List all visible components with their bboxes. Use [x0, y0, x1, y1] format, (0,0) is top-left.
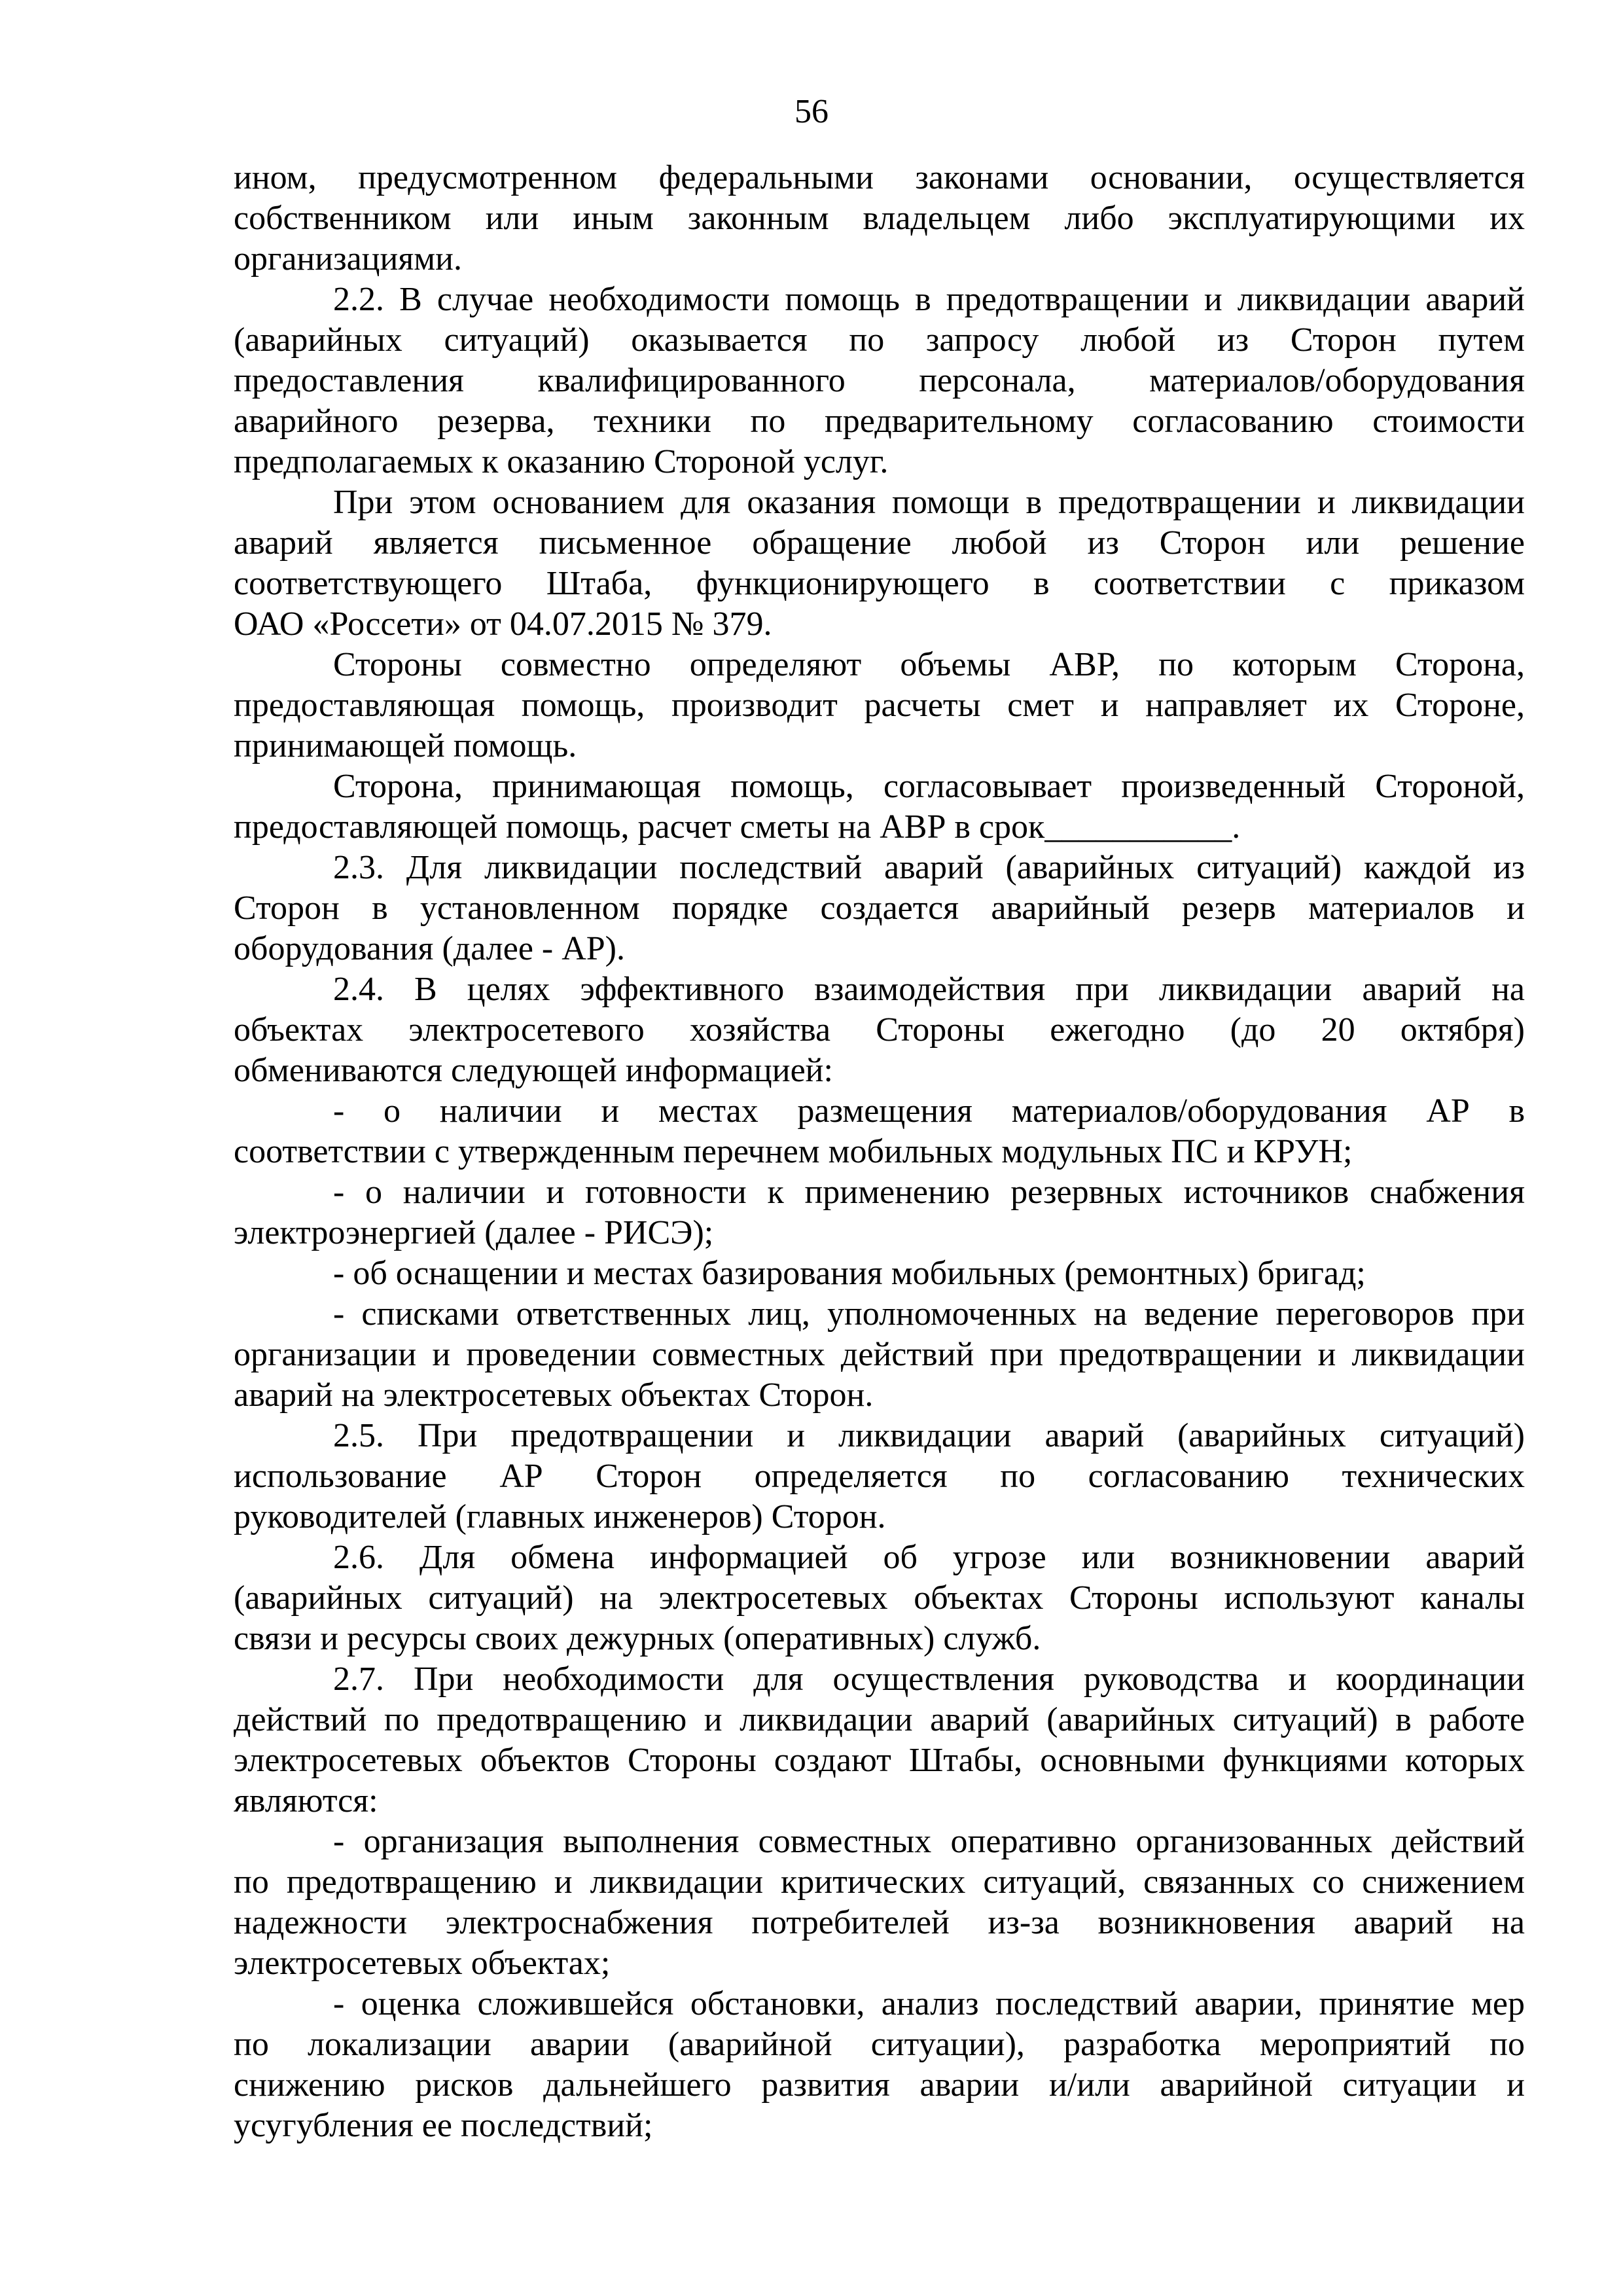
paragraph — [234, 645, 1525, 766]
text-line: обмениваются следующей информацией: — [234, 1052, 833, 1089]
text-line: снижению рисков дальнейшего развития аварии и/или аварийной ситуации и — [234, 2066, 1525, 2104]
paragraph — [234, 1821, 1525, 1984]
text-line: - оценка сложившейся обстановки, анализ последствий аварии, принятие мер — [333, 1985, 1525, 2022]
paragraph — [234, 1659, 1525, 1821]
text-line: по предотвращению и ликвидации критических ситуаций, связанных со снижением — [234, 1863, 1525, 1901]
paragraph — [234, 1091, 1525, 1172]
text-line: 2.4. В целях эффективного взаимодействия при ликвидации аварий на — [333, 971, 1525, 1008]
text-line: предоставляющая помощь, производит расчеты смет и направляет их Стороне, — [234, 687, 1525, 724]
text-line: - организация выполнения совместных оперативно организованных действий — [333, 1823, 1525, 1860]
text-line: электросетевых объектов Стороны создают Штабы, основными функциями которых — [234, 1742, 1525, 1779]
text-line: соответствии с утвержденным перечнем мобильных модульных ПС и КРУН; — [234, 1133, 1353, 1170]
text-line: электроэнергией (далее - РИСЭ); — [234, 1214, 714, 1251]
text-line: - о наличии и местах размещения материалов/оборудования АР в — [333, 1092, 1525, 1130]
paragraph — [234, 1253, 1525, 1294]
paragraph — [234, 1416, 1525, 1537]
text-line: усугубления ее последствий; — [234, 2107, 653, 2144]
paragraph — [234, 1172, 1525, 1253]
text-line: - об оснащении и местах базирования мобильных (ремонтных) бригад; — [333, 1255, 1366, 1292]
text-line: аварийного резерва, техники по предварительному согласованию стоимости — [234, 403, 1525, 440]
text-line: 2.3. Для ликвидации последствий аварий (аварийных ситуаций) каждой из — [333, 849, 1525, 886]
paragraph — [234, 158, 1525, 279]
text-line: по локализации аварии (аварийной ситуации), разработка мероприятий по — [234, 2026, 1525, 2063]
text-line: 2.5. При предотвращении и ликвидации аварий (аварийных ситуаций) — [333, 1417, 1525, 1454]
text-line: аварий на электросетевых объектах Сторон. — [234, 1376, 874, 1414]
text-line: объектах электросетевого хозяйства Стороны ежегодно (до 20 октября) — [234, 1011, 1525, 1049]
text-line: надежности электроснабжения потребителей из-за возникновения аварий на — [234, 1904, 1525, 1941]
text-line: Сторона, принимающая помощь, согласовывает произведенный Стороной, — [333, 768, 1525, 805]
paragraph — [234, 1294, 1525, 1416]
document-body — [234, 158, 1525, 2146]
paragraph — [234, 482, 1525, 645]
text-line: предполагаемых к оказанию Стороной услуг. — [234, 443, 889, 480]
text-line: оборудования (далее - АР). — [234, 930, 625, 967]
text-line: организациями. — [234, 240, 462, 278]
text-line: являются: — [234, 1782, 378, 1820]
paragraph — [234, 969, 1525, 1091]
text-line: предоставляющей помощь, расчет сметы на АВР в срок___________. — [234, 808, 1241, 846]
text-line: - о наличии и готовности к применению резервных источников снабжения — [333, 1174, 1525, 1211]
text-line: При этом основанием для оказания помощи в предотвращении и ликвидации — [333, 484, 1525, 521]
text-line: принимающей помощь. — [234, 727, 577, 764]
text-line: (аварийных ситуаций) оказывается по запросу любой из Сторон путем — [234, 321, 1525, 359]
text-line: связи и ресурсы своих дежурных (оперативных) служб. — [234, 1620, 1041, 1657]
text-line: 2.6. Для обмена информацией об угрозе или возникновении аварий — [333, 1539, 1525, 1576]
paragraph — [234, 1537, 1525, 1659]
text-line: аварий является письменное обращение любой из Сторон или решение — [234, 524, 1525, 562]
text-line: электросетевых объектах; — [234, 1945, 611, 1982]
text-line: руководителей (главных инженеров) Сторон. — [234, 1498, 886, 1535]
text-line: 2.7. При необходимости для осуществления руководства и координации — [333, 1660, 1525, 1698]
page-number: 56 — [794, 93, 829, 130]
text-line: 2.2. В случае необходимости помощь в предотвращении и ликвидации аварий — [333, 281, 1525, 318]
text-line: (аварийных ситуаций) на электросетевых объектах Стороны используют каналы — [234, 1579, 1525, 1617]
paragraph — [234, 766, 1525, 848]
text-line: использование АР Сторон определяется по согласованию технических — [234, 1458, 1525, 1495]
text-line: ОАО «Россети» от 04.07.2015 № 379. — [234, 605, 772, 643]
text-line: Стороны совместно определяют объемы АВР, по которым Сторона, — [333, 646, 1525, 683]
paragraph — [234, 279, 1525, 482]
text-line: соответствующего Штаба, функционирующего в соответствии с приказом — [234, 565, 1525, 602]
paragraph — [234, 1984, 1525, 2146]
text-line: действий по предотвращению и ликвидации аварий (аварийных ситуаций) в работе — [234, 1701, 1525, 1738]
text-line: Сторон в установленном порядке создается аварийный резерв материалов и — [234, 889, 1525, 927]
text-line: - списками ответственных лиц, уполномоченных на ведение переговоров при — [333, 1295, 1525, 1333]
text-line: организации и проведении совместных действий при предотвращении и ликвидации — [234, 1336, 1525, 1373]
text-line: ином, предусмотренном федеральными законами основании, осуществляется — [234, 159, 1525, 196]
text-line: собственником или иным законным владельцем либо эксплуатирующими их — [234, 200, 1525, 237]
text-line: предоставления квалифицированного персонала, материалов/оборудования — [234, 362, 1525, 399]
paragraph — [234, 848, 1525, 969]
